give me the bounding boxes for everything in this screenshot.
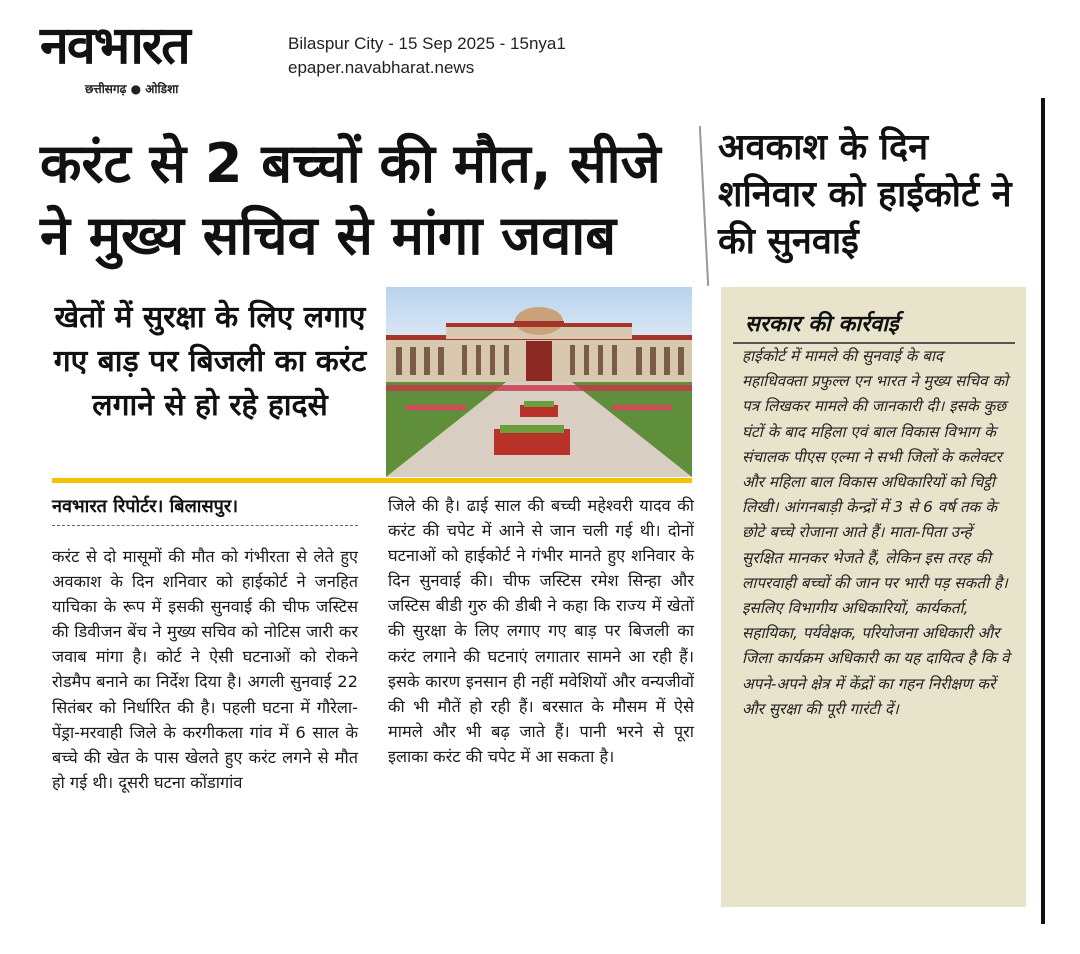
sidebar-text: हाईकोर्ट में मामले की सुनवाई के बाद महाधिवक्ता प्रफुल्ल एन भारत ने मुख्य सचिव को पत्र लिखकर मामले की जानकारी दी। इसके कुछ घंटों के बाद महिला एवं बाल विकास विभाग के संचालक पीएस एल्मा ने सभी जिलों के कलेक्टर और महिला बाल विकास अधिकारियों को चिट्ठी लिखी। आंगनबाड़ी केन्द्रों में 3 से 6 वर्ष तक के छोटे बच्चे रोजाना आते हैं। माता-पिता उन्हें सुरक्षित मानकर भेजते हैं, लेकिन इस तरह की लापरवाही बच्चों की जान पर भारी पड़ सकती है। इसलिए विभागीय अधिकारियों, कार्यकर्ता, सहायिका, पर्यवेक्षक, परियोजना अधिकारी और जिला कार्यक्रम अधिकारी का यह दायित्व है कि वे अपने-अपने क्षेत्र में केंद्रों का गहन निरीक्षण करें और सुरक्षा की पूरी गारंटी दें। (742, 347, 1010, 718)
subheadline: खेतों में सुरक्षा के लिए लगाए गए बाड़ पर बिजली का करंट लगाने से हो रहे हादसे (53, 300, 367, 423)
headline-divider (699, 126, 709, 286)
newspaper-logo-subtitle: छत्तीसगढ़ ● ओडिशा (85, 82, 179, 96)
column-rule (1041, 98, 1045, 924)
sidebar-title: सरकार की कार्रवाई (745, 312, 899, 337)
byline: नवभारत रिपोर्टर। बिलासपुर। (52, 496, 239, 517)
edition-info: Bilaspur City - 15 Sep 2025 - 15nya1 (288, 34, 566, 53)
article-column-1: करंट से दो मासूमों की मौत को गंभीरता से लेते हुए अवकाश के दिन शनिवार को हाईकोर्ट ने जनहित याचिका के रूप में इसकी सुनवाई की चीफ जस्टिस की डिवीजन बेंच ने मुख्य सचिव को नोटिस जारी कर जवाब मांगा है। कोर्ट ने ऐसी घटनाओं को रोकने रोडमैप बनाने का निर्देश दिया है। अगली सुनवाई 22 सितंबर को निर्धारित की है। पहली घटना में गौरेला-पेंड्रा-मरवाही जिले के करगीकला गांव में 6 साल के बच्चे की खेत के पास खेलते हुए करंट लगने से मौत हो गई थी। दूसरी घटना कोंडागांव (52, 547, 358, 792)
yellow-separator (52, 478, 692, 483)
byline-divider (52, 525, 358, 526)
epaper-url: epaper.navabharat.news (288, 58, 475, 77)
article-column-2: जिले की है। ढाई साल की बच्ची महेश्वरी यादव की करंट की चपेट में आने से जान चली गई थी। दोनों घटनाओं को हाईकोर्ट ने गंभीर मानते हुए शनिवार के दिन सुनवाई की। चीफ जस्टिस रमेश सिन्हा और जस्टिस बीडी गुरु की डीबी ने कहा कि राज्य में खेतों की सुरक्षा के लिए लगाए गए बाड़ पर बिजली का करंट लगाने की घटनाएं लगातार सामने आ रही हैं। इसके कारण इनसान ही नहीं मवेशियों और वन्यजीवों की भी मौतें हो रही हैं। बरसात के मौसम में ऐसे मामले और भी बढ़ जाते हैं। पानी भरने से पूरा इलाका करंट की चपेट में आ सकता है। (388, 496, 694, 766)
main-headline: करंट से 2 बच्चों की मौत, सीजे ने मुख्य सचिव से मांगा जवाब (40, 132, 661, 267)
high-court-photo-graphic (386, 287, 692, 477)
high-court-photo (386, 287, 692, 477)
side-headline: अवकाश के दिन शनिवार को हाईकोर्ट ने की सुनवाई (718, 127, 1012, 262)
newspaper-logo: नवभारत (40, 16, 189, 76)
